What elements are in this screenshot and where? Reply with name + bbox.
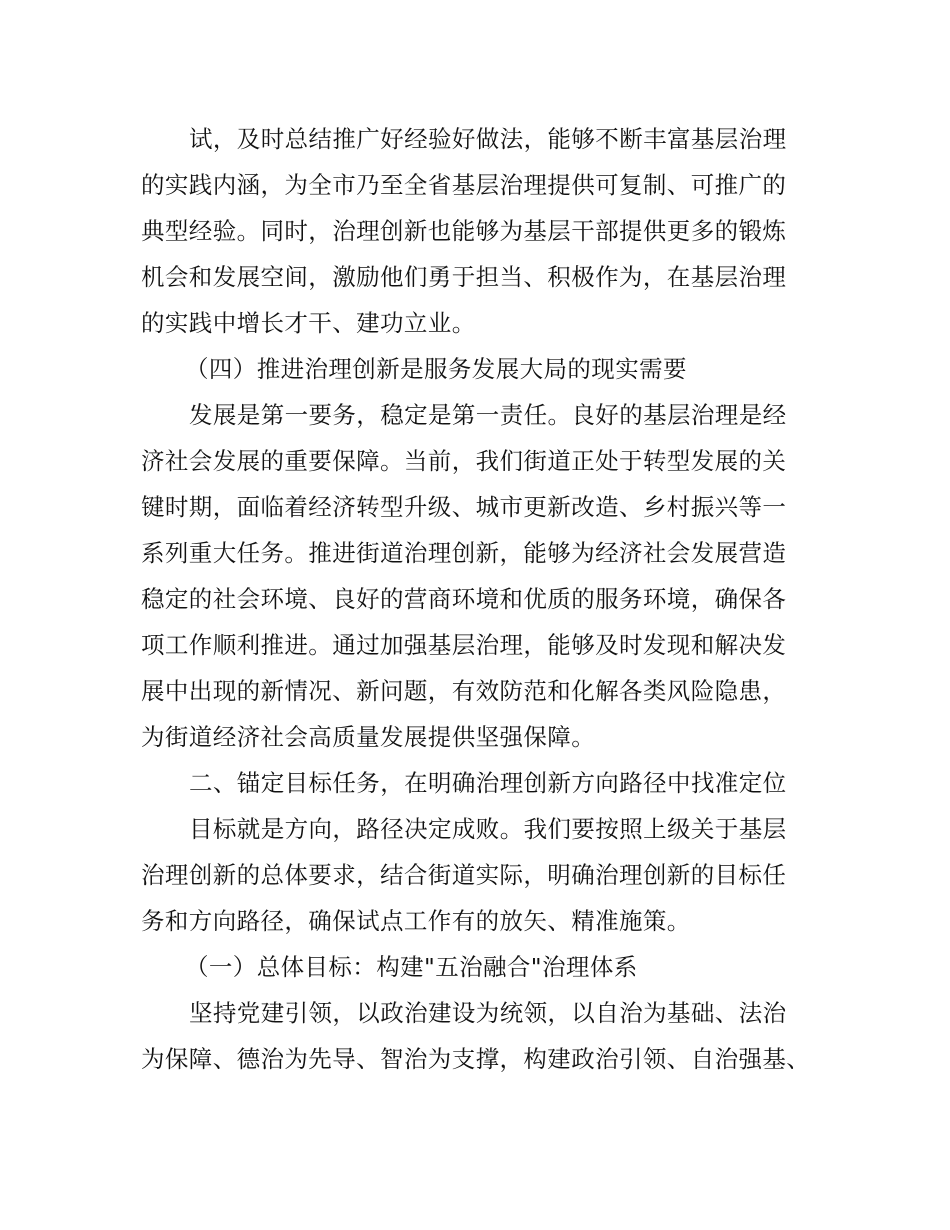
text-line: 展中出现的新情况、新问题，有效防范和化解各类风险隐患， (141, 677, 787, 705)
text-line: 济社会发展的重要保障。当前，我们街道正处于转型发展的关 (141, 447, 787, 475)
text-line: 稳定的社会环境、良好的营商环境和优质的服务环境，确保各 (141, 585, 787, 613)
text-line: 的实践中增长才干、建功立业。 (141, 309, 476, 337)
text-line: 机会和发展空间，激励他们勇于担当、积极作为，在基层治理 (141, 263, 787, 291)
text-line: 为保障、德治为先导、智治为支撑，构建政治引领、自治强基、 (141, 1045, 811, 1073)
text-line: 发展是第一要务，稳定是第一责任。良好的基层治理是经 (189, 401, 787, 429)
heading-text: 二、锚定目标任务，在明确治理创新方向路径中找准定位 (189, 769, 787, 797)
paragraph (141, 990, 821, 1082)
text-line: 坚持党建引领，以政治建设为统领，以自治为基础、法治 (189, 999, 787, 1027)
paragraph (141, 392, 821, 760)
text-line: 为街道经济社会高质量发展提供坚强保障。 (141, 723, 596, 751)
section-subheading (141, 944, 821, 990)
subheading-text: （四）推进治理创新是服务发展大局的现实需要 (185, 355, 687, 383)
paragraph-continued (141, 116, 821, 346)
text-line: 目标就是方向，路径决定成败。我们要按照上级关于基层 (189, 815, 787, 843)
text-line: 典型经验。同时，治理创新也能够为基层干部提供更多的锻炼 (141, 217, 787, 245)
text-line: 试，及时总结推广好经验好做法，能够不断丰富基层治理 (189, 125, 787, 153)
section-heading (141, 760, 821, 806)
text-line: 的实践内涵，为全市乃至全省基层治理提供可复制、可推广的 (141, 171, 787, 199)
section-subheading (141, 346, 821, 392)
subheading-text: （一）总体目标：构建"五治融合"治理体系 (185, 953, 638, 981)
text-line: 项工作顺利推进。通过加强基层治理，能够及时发现和解决发 (141, 631, 787, 659)
text-line: 治理创新的总体要求，结合街道实际，明确治理创新的目标任 (141, 861, 787, 889)
text-line: 键时期，面临着经济转型升级、城市更新改造、乡村振兴等一 (141, 493, 787, 521)
paragraph (141, 806, 821, 944)
document-body (141, 116, 821, 1082)
text-line: 务和方向路径，确保试点工作有的放矢、精准施策。 (141, 907, 691, 935)
text-line: 系列重大任务。推进街道治理创新，能够为经济社会发展营造 (141, 539, 787, 567)
